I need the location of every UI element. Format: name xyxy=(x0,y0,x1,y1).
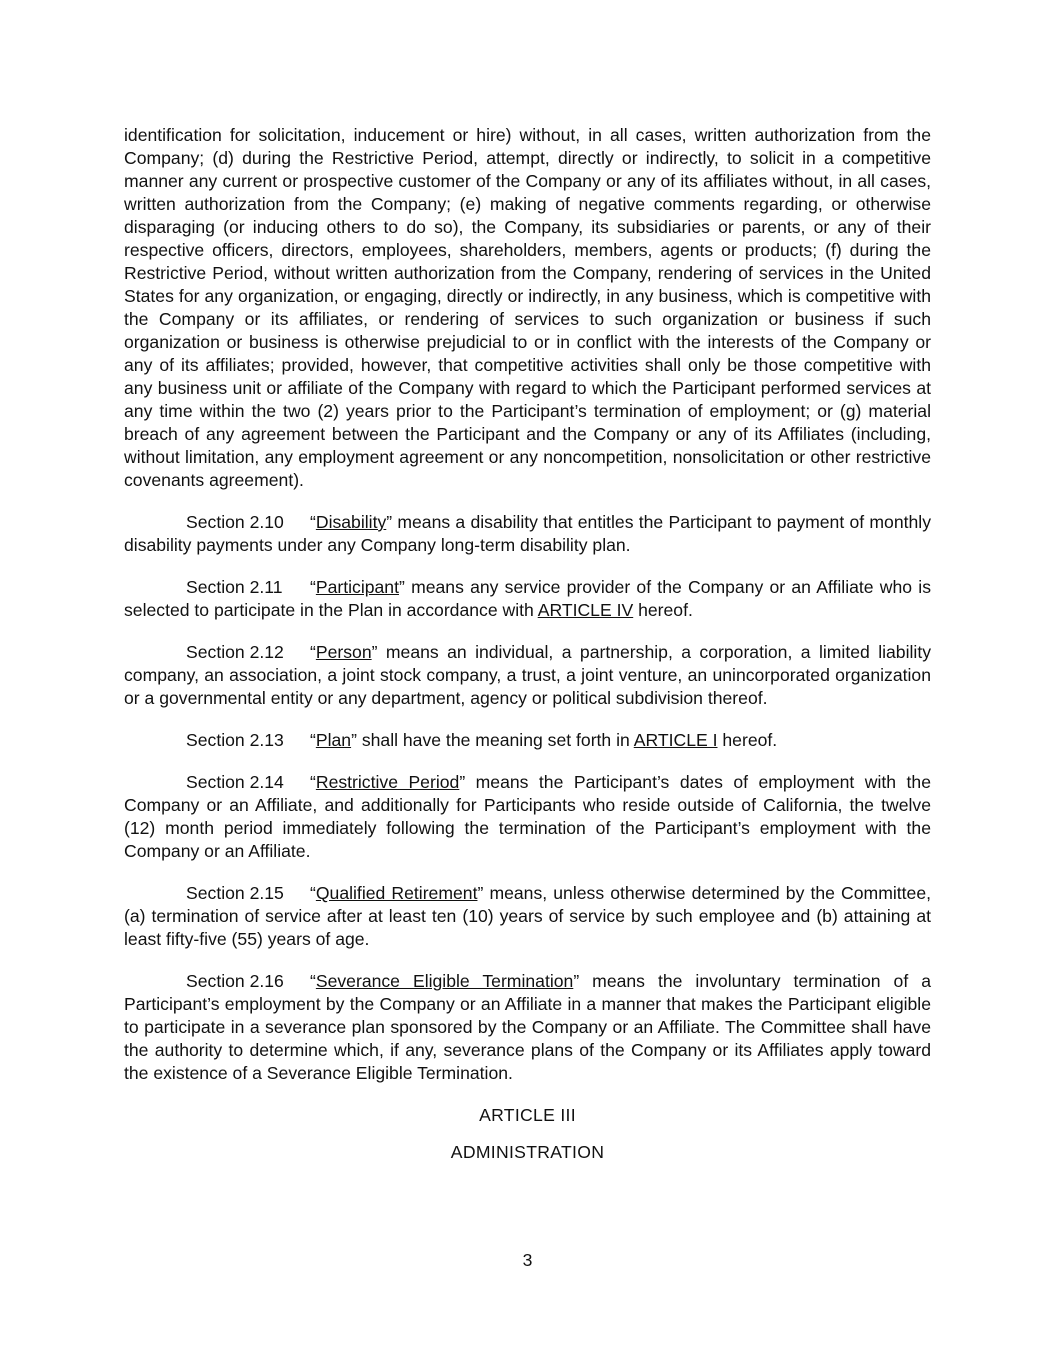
article-title: ADMINISTRATION xyxy=(450,1142,605,1162)
defined-term: Restrictive Period xyxy=(315,772,460,792)
defined-term: Qualified Retirement xyxy=(315,883,478,903)
section-2-13 xyxy=(124,729,931,752)
definition-text: means, unless otherwise determined by the Committee, (a) termination of service after at least ten (10) years of service by such employee and (b) attaining at least fifty-five (55) years of age. xyxy=(124,883,931,949)
definition-text: means an individual, a partnership, a corporation, a limited liability company, an association, a joint stock company, a trust, a joint venture, an unincorporated organization or a governmental entity or any department, agency or political subdivision thereof. xyxy=(124,642,931,708)
definition-tail: hereof. xyxy=(717,730,778,750)
section-2-15 xyxy=(124,882,931,951)
close-quote: ” xyxy=(351,730,357,750)
section-2-14 xyxy=(124,771,931,863)
defined-term: Disability xyxy=(315,512,387,532)
document-page xyxy=(124,124,931,1164)
definition-text: means the involuntary termination of a Participant’s employment by the Company or an Affiliate in a manner that makes the Participant eligible to participate in a severance plan sponsored by the Company or an Affiliate. The Committee shall have the authority to determine which, if any, severance plans of the Company or its Affiliates apply toward the existence of a Severance Eligible Termination. xyxy=(124,971,931,1083)
article-reference: ARTICLE I xyxy=(633,730,718,750)
open-quote: “ xyxy=(310,577,316,597)
open-quote: “ xyxy=(310,730,316,750)
section-number: Section 2.11 xyxy=(186,577,283,597)
definition-text: shall have the meaning set forth in xyxy=(356,730,634,750)
close-quote: ” xyxy=(386,512,393,532)
definition-text: means the Participant’s dates of employment with the Company or an Affiliate, and additionally for Participants who reside outside of California, the twelve (12) month period immediately following the termination of the Participant’s employment with the Company or an Affiliate. xyxy=(124,772,931,861)
defined-term: Person xyxy=(315,642,372,662)
article-heading: ARTICLE III xyxy=(479,1105,576,1125)
page-number: 3 xyxy=(522,1250,533,1270)
close-quote: ” xyxy=(398,577,405,597)
close-quote: ” xyxy=(573,971,580,991)
defined-term: Plan xyxy=(315,730,352,750)
open-quote: “ xyxy=(310,772,316,792)
close-quote: ” xyxy=(459,772,466,792)
open-quote: “ xyxy=(310,971,316,991)
section-number: Section 2.16 xyxy=(186,971,284,991)
definition-text: means any service provider of the Company or an Affiliate who is selected to participate in the Plan in accordance with xyxy=(124,577,931,620)
section-number: Section 2.13 xyxy=(186,730,284,750)
definition-tail: hereof. xyxy=(633,600,693,620)
article-reference: ARTICLE IV xyxy=(537,600,634,620)
section-2-10 xyxy=(124,511,931,557)
defined-term: Participant xyxy=(315,577,399,597)
section-number: Section 2.15 xyxy=(186,883,284,903)
section-number: Section 2.14 xyxy=(186,772,284,792)
open-quote: “ xyxy=(310,512,316,532)
continuation-paragraph: identification for solicitation, inducement or hire) without, in all cases, written authorization from the Company; (d) during the Restrictive Period, attempt, directly or indirectly, to solicit in a competitive manner any current or prospective customer of the Company or any of its affiliates without, in all cases, written authorization from the Company; (e) making of negative comments regarding, or otherwise disparaging (or inducing others to do so), the Company, its subsidiaries or parents, or any of their respective officers, directors, employees, shareholders, members, agents or products; (f) during the Restrictive Period, without written authorization from the Company, rendering of services in the United States for any organization, or engaging, directly or indirectly, in any business, which is competitive with the Company or its affiliates, or rendering of services to such organization or business if such organization or business is otherwise prejudicial to or in conflict with the interests of the Company or any of its affiliates; provided, however, that competitive activities shall only be those competitive with any business unit or affiliate of the Company with regard to which the Participant performed services at any time within the two (2) years prior to the Participant’s termination of employment; or (g) material breach of any agreement between the Participant and the Company or any of its Affiliates (including, without limitation, any employment agreement or any noncompetition, nonsolicitation or other restrictive covenants agreement). xyxy=(124,125,931,490)
close-quote: ” xyxy=(477,883,484,903)
definition-text: means a disability that entitles the Participant to payment of monthly disability payments under any Company long-term disability plan. xyxy=(124,512,931,555)
open-quote: “ xyxy=(310,642,316,662)
section-number: Section 2.10 xyxy=(186,512,284,532)
section-number: Section 2.12 xyxy=(186,642,284,662)
section-2-16 xyxy=(124,970,931,1085)
section-2-11 xyxy=(124,576,931,622)
section-2-12 xyxy=(124,641,931,710)
close-quote: ” xyxy=(371,642,378,662)
defined-term: Severance Eligible Termination xyxy=(315,971,574,991)
open-quote: “ xyxy=(310,883,316,903)
